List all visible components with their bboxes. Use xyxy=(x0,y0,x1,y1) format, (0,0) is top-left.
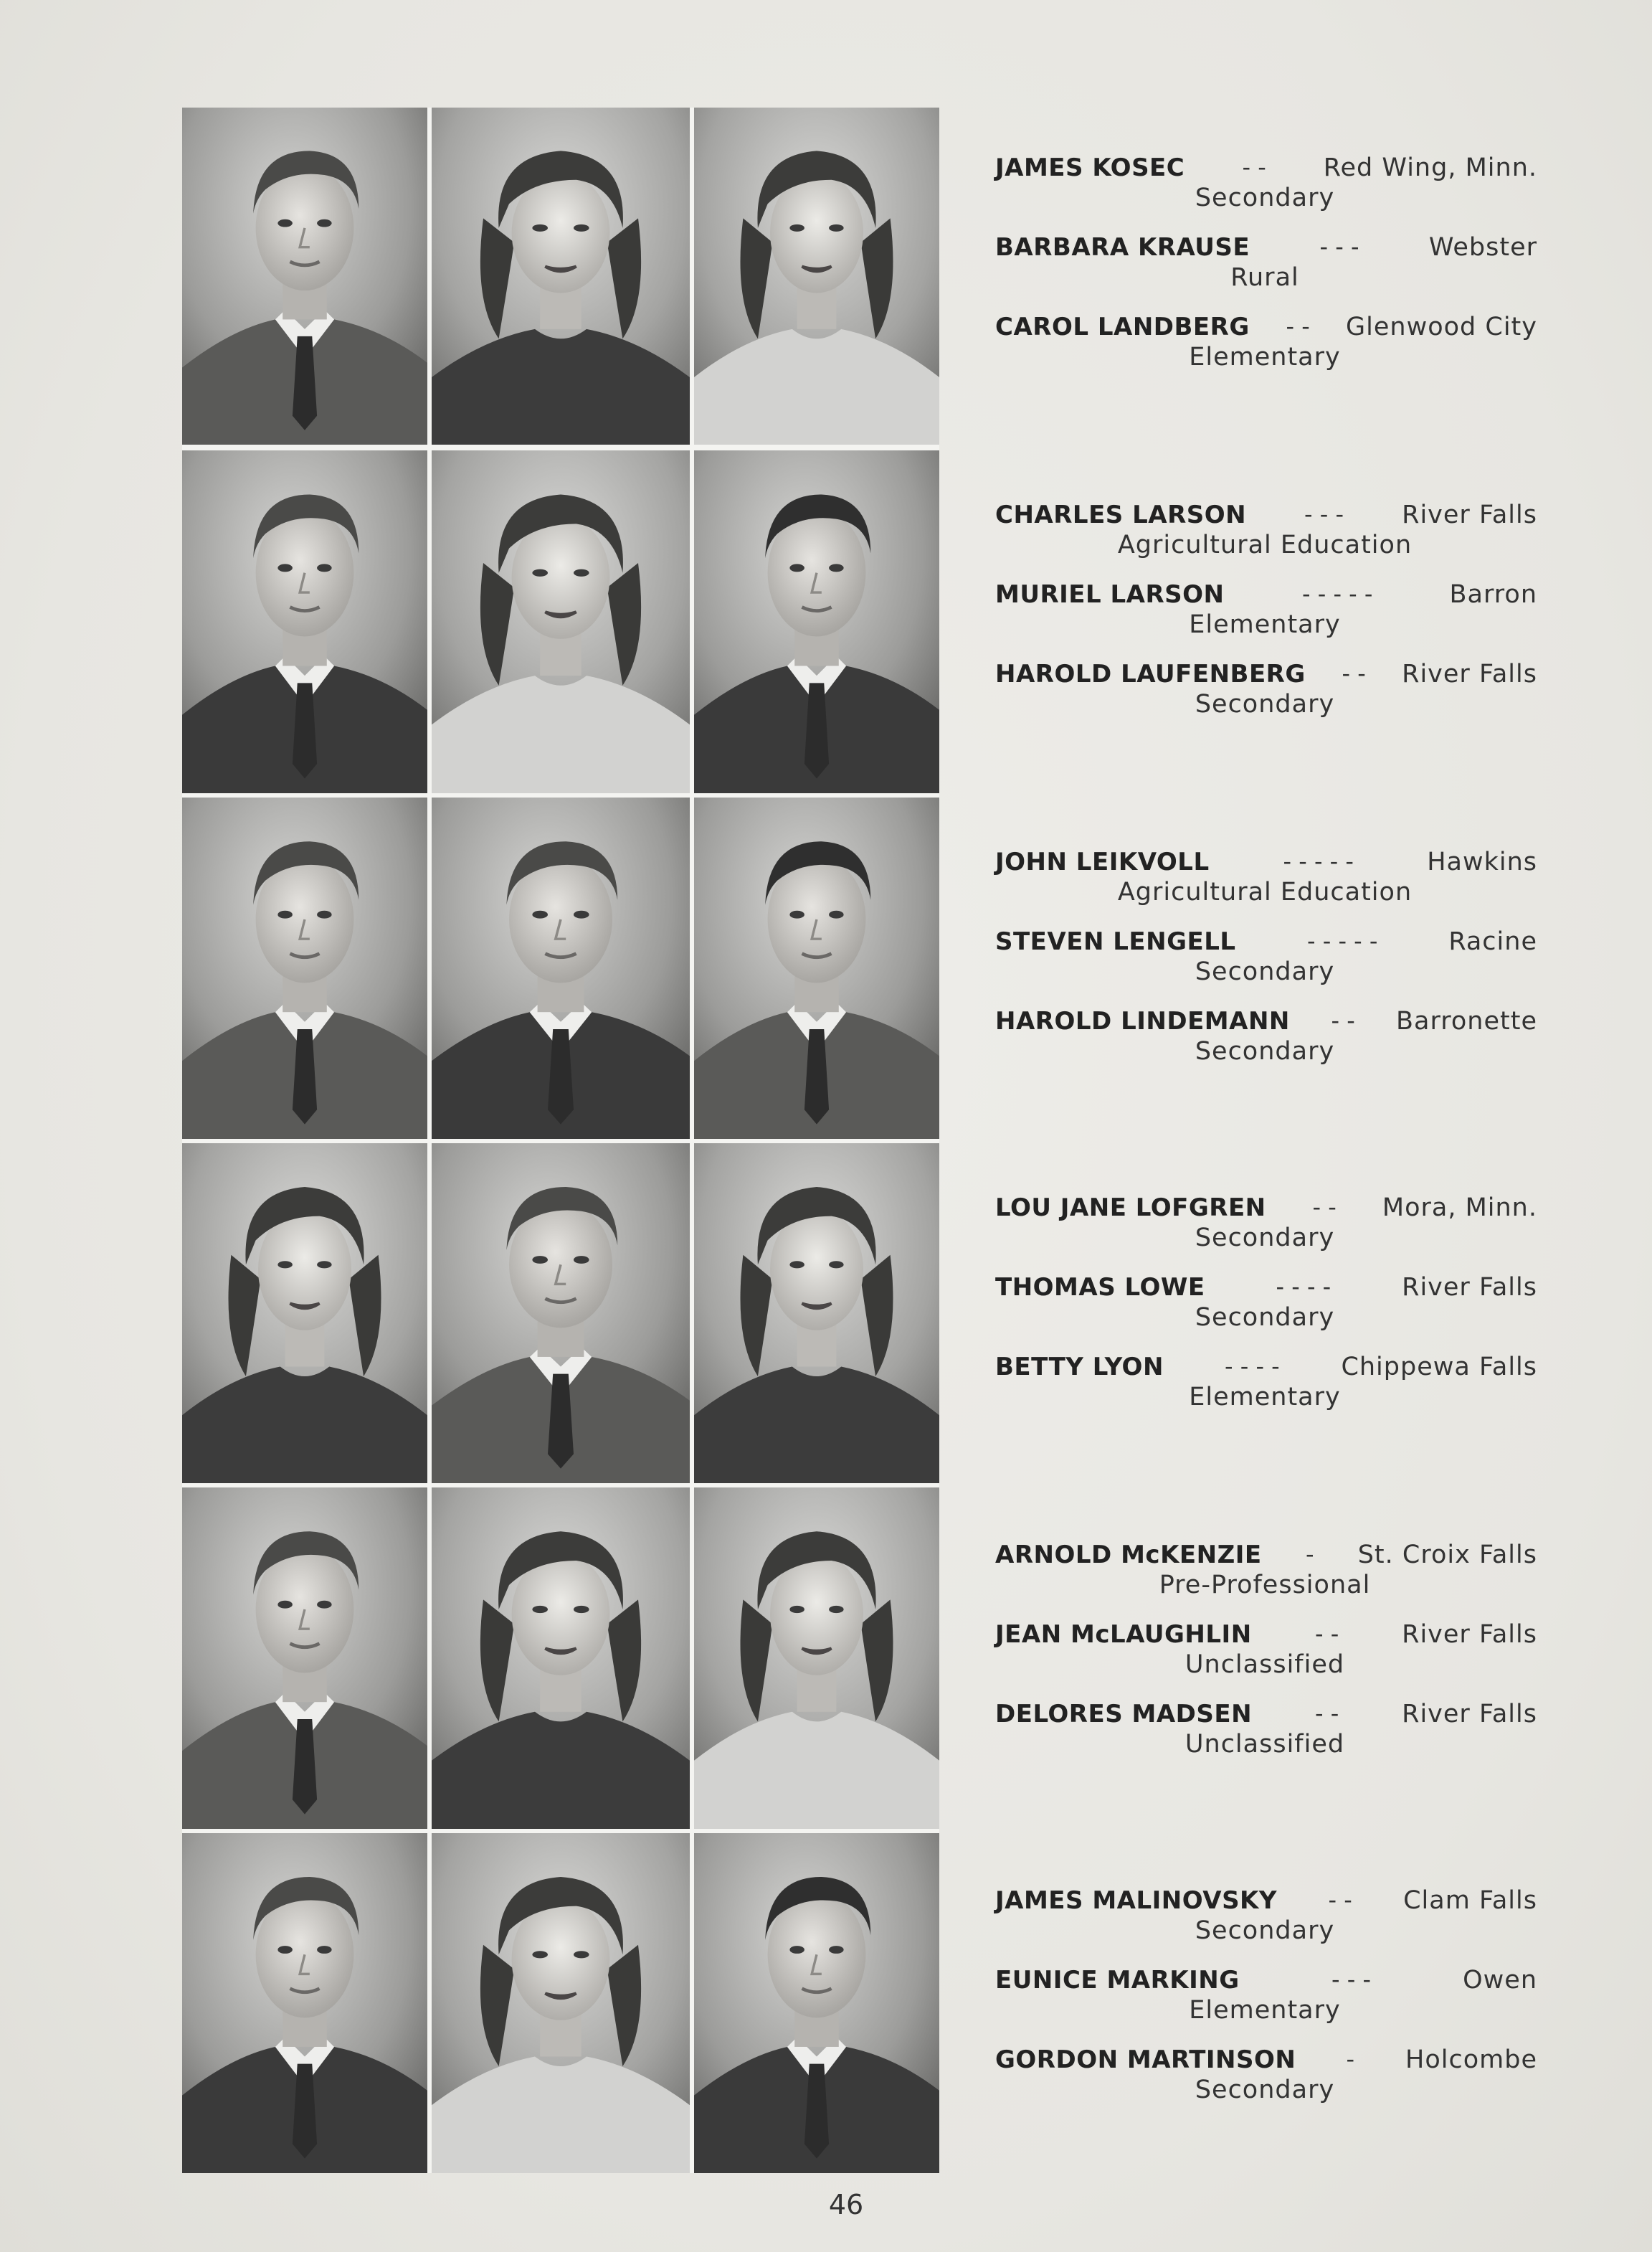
student-major: Secondary xyxy=(1195,1303,1335,1332)
student-major: Elementary xyxy=(1189,1383,1341,1411)
portrait-photo xyxy=(182,1487,427,1829)
leader-dashes: - - - xyxy=(1304,501,1344,528)
student-entry xyxy=(992,1886,1537,1958)
student-major: Secondary xyxy=(1195,184,1335,212)
student-entry xyxy=(992,153,1537,225)
student-entry xyxy=(992,1620,1537,1692)
portrait-photo xyxy=(432,798,690,1139)
leader-dashes: - - xyxy=(1315,1700,1339,1727)
student-entry xyxy=(992,1273,1537,1345)
leader-dashes: - - xyxy=(1315,1620,1339,1647)
student-hometown: River Falls xyxy=(1402,1700,1537,1728)
portrait-photo xyxy=(432,108,690,445)
student-name: DELORES MADSEN xyxy=(995,1700,1253,1728)
student-name: JOHN LEIKVOLL xyxy=(995,848,1210,876)
student-entry xyxy=(992,1193,1537,1265)
leader-dashes: - - - - - xyxy=(1307,927,1378,955)
student-entry xyxy=(992,1700,1537,1771)
student-hometown: Chippewa Falls xyxy=(1341,1353,1537,1381)
student-entry xyxy=(992,848,1537,919)
student-hometown: Mora, Minn. xyxy=(1382,1193,1537,1222)
student-major: Pre-Professional xyxy=(1159,1571,1371,1599)
student-hometown: Red Wing, Minn. xyxy=(1323,153,1537,182)
student-major: Elementary xyxy=(1189,610,1341,639)
student-name: JEAN McLAUGHLIN xyxy=(995,1620,1252,1649)
student-major: Elementary xyxy=(1189,1996,1341,2025)
portrait-photo xyxy=(694,1487,939,1829)
student-major: Unclassified xyxy=(1185,1730,1345,1759)
student-hometown: Barron xyxy=(1449,580,1537,609)
student-name: BETTY LYON xyxy=(995,1353,1164,1381)
student-name: JAMES MALINOVSKY xyxy=(995,1886,1278,1915)
portrait-photo xyxy=(432,450,690,793)
student-entry xyxy=(992,660,1537,732)
portrait-photo xyxy=(432,1833,690,2173)
portrait-photo xyxy=(432,1143,690,1483)
portrait-photo xyxy=(182,450,427,793)
student-entry xyxy=(992,927,1537,999)
leader-dashes: - - xyxy=(1242,153,1266,181)
student-hometown: Owen xyxy=(1463,1966,1537,1995)
portrait-photo xyxy=(694,450,939,793)
leader-dashes: - - xyxy=(1342,660,1366,687)
student-major: Rural xyxy=(1230,263,1299,292)
student-hometown: Clam Falls xyxy=(1403,1886,1537,1915)
student-major: Agricultural Education xyxy=(1117,531,1413,559)
leader-dashes: - xyxy=(1306,1541,1314,1568)
student-major: Unclassified xyxy=(1185,1650,1345,1679)
portrait-photo xyxy=(182,1833,427,2173)
leader-dashes: - - xyxy=(1328,1886,1352,1913)
student-hometown: Holcombe xyxy=(1405,2045,1537,2074)
student-hometown: Hawkins xyxy=(1427,848,1537,876)
leader-dashes: - - xyxy=(1286,313,1310,340)
portrait-photo xyxy=(694,798,939,1139)
student-hometown: River Falls xyxy=(1402,1273,1537,1302)
leader-dashes: - xyxy=(1346,2045,1355,2073)
student-hometown: River Falls xyxy=(1402,1620,1537,1649)
student-name: BARBARA KRAUSE xyxy=(995,233,1250,262)
student-name: LOU JANE LOFGREN xyxy=(995,1193,1266,1222)
student-name: STEVEN LENGELL xyxy=(995,927,1236,956)
portrait-photo xyxy=(182,1143,427,1483)
student-entry xyxy=(992,1966,1537,2038)
student-name: ARNOLD McKENZIE xyxy=(995,1541,1262,1569)
student-name: HAROLD LAUFENBERG xyxy=(995,660,1306,689)
student-major: Elementary xyxy=(1189,343,1341,372)
leader-dashes: - - xyxy=(1312,1193,1337,1221)
student-major: Secondary xyxy=(1195,2076,1335,2104)
student-entry xyxy=(992,580,1537,652)
student-hometown: River Falls xyxy=(1402,660,1537,689)
student-entry xyxy=(992,313,1537,384)
portrait-photo xyxy=(694,108,939,445)
leader-dashes: - - - - - xyxy=(1283,848,1354,875)
portrait-photo xyxy=(432,1487,690,1829)
portrait-photo xyxy=(182,108,427,445)
leader-dashes: - - xyxy=(1331,1007,1355,1034)
student-name: THOMAS LOWE xyxy=(995,1273,1205,1302)
page-number: 46 xyxy=(828,2189,864,2220)
portrait-photo xyxy=(182,798,427,1139)
student-name: CHARLES LARSON xyxy=(995,501,1247,529)
leader-dashes: - - - - xyxy=(1276,1273,1331,1300)
student-hometown: Webster xyxy=(1428,233,1537,262)
student-name: HAROLD LINDEMANN xyxy=(995,1007,1290,1036)
student-hometown: Barronette xyxy=(1396,1007,1537,1036)
student-hometown: River Falls xyxy=(1402,501,1537,529)
student-major: Agricultural Education xyxy=(1117,878,1413,907)
student-major: Secondary xyxy=(1195,1224,1335,1252)
leader-dashes: - - - - - xyxy=(1302,580,1373,607)
student-entry xyxy=(992,1353,1537,1424)
student-name: MURIEL LARSON xyxy=(995,580,1225,609)
student-entry xyxy=(992,1007,1537,1079)
student-entry xyxy=(992,2045,1537,2117)
student-name: GORDON MARTINSON xyxy=(995,2045,1296,2074)
student-name: CAROL LANDBERG xyxy=(995,313,1250,341)
student-hometown: Glenwood City xyxy=(1346,313,1537,341)
student-major: Secondary xyxy=(1195,1037,1335,1066)
student-major: Secondary xyxy=(1195,1916,1335,1945)
student-name: EUNICE MARKING xyxy=(995,1966,1240,1995)
portrait-photo xyxy=(694,1143,939,1483)
photo-grid xyxy=(182,108,939,2173)
student-hometown: Racine xyxy=(1448,927,1537,956)
leader-dashes: - - - - xyxy=(1225,1353,1280,1380)
student-hometown: St. Croix Falls xyxy=(1357,1541,1537,1569)
leader-dashes: - - - xyxy=(1319,233,1359,260)
student-entry xyxy=(992,233,1537,305)
student-entry xyxy=(992,501,1537,572)
student-major: Secondary xyxy=(1195,690,1335,719)
student-name: JAMES KOSEC xyxy=(995,153,1185,182)
student-major: Secondary xyxy=(1195,957,1335,986)
leader-dashes: - - - xyxy=(1331,1966,1371,1993)
portrait-photo xyxy=(694,1833,939,2173)
student-entry xyxy=(992,1541,1537,1612)
